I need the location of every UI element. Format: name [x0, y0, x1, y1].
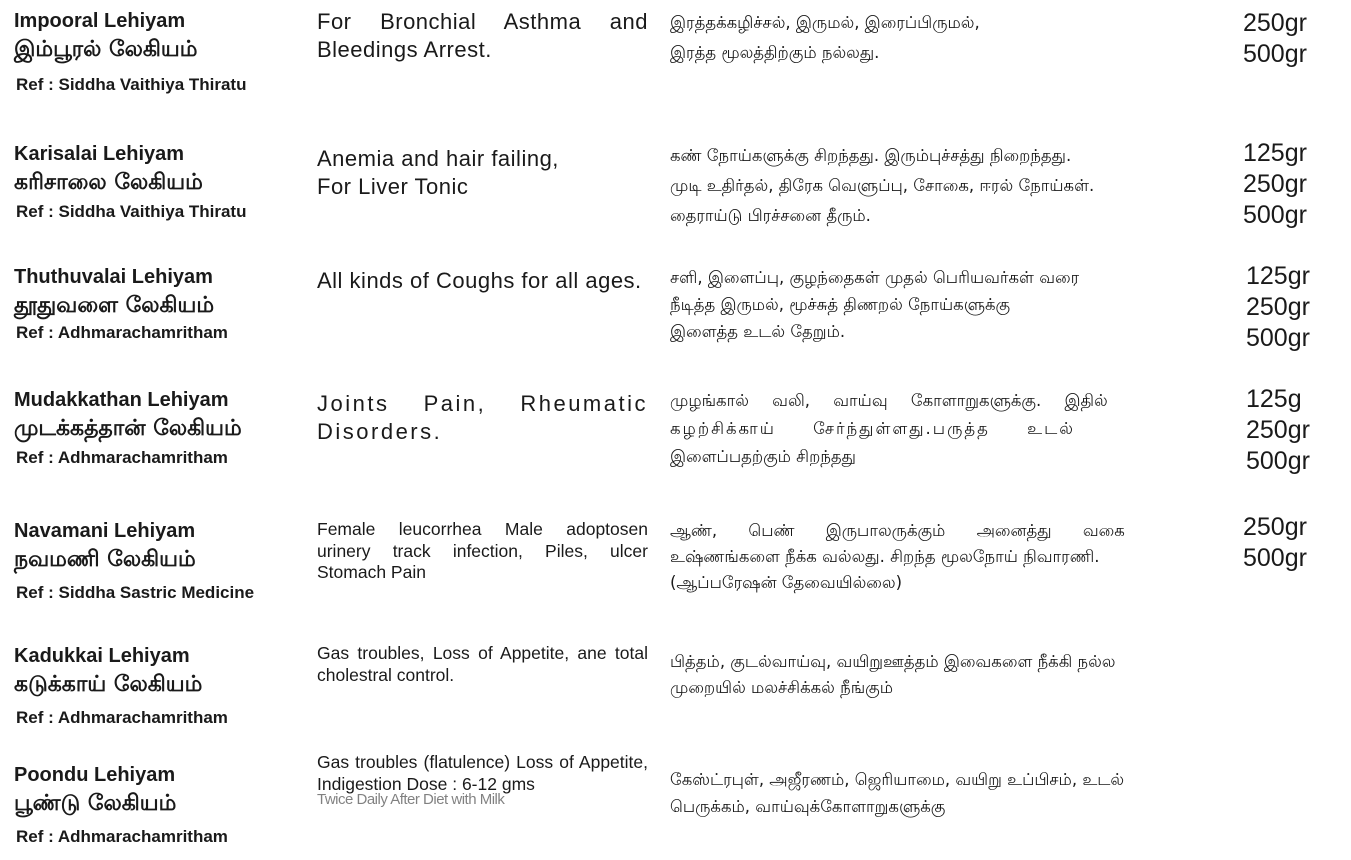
tamil-line: பெருக்கம், வாய்வுக்கோளாறுகளுக்கு — [670, 797, 946, 816]
product-tamil-description — [670, 387, 1200, 471]
product-name-block — [14, 643, 304, 729]
product-usage-text: Female leucorrhea Male adoptosen urinery track infection, Piles, ulcer Stomach Pain — [317, 519, 648, 582]
product-name-english: Navamani Lehiyam — [14, 520, 196, 542]
tamil-line: ஆண், பெண் இருபாலருக்கும் அனைத்து வகை — [670, 521, 1125, 540]
product-name-block — [14, 518, 304, 604]
tamil-line: கண் நோய்களுக்கு சிறந்தது. இரும்புச்சத்து நிறைந்தது. — [670, 146, 1072, 165]
product-usage-text: Gas troubles (flatulence) Loss of Appetite, Indigestion Dose : 6-12 gms — [317, 752, 648, 794]
product-prices — [1243, 8, 1343, 70]
tamil-line: கழற்சிக்காய் சேர்ந்துள்ளது.பருத்த உடல் — [670, 419, 1075, 438]
product-name-tamil: நவமணி லேகியம் — [14, 547, 196, 572]
tamil-line: இரத்தக்கழிச்சல், இருமல், இரைப்பிருமல், — [670, 13, 980, 32]
product-usage — [317, 519, 648, 584]
product-reference: Ref : Adhmarachamritham — [16, 827, 228, 846]
tamil-line: இரத்த மூலத்திற்கும் நல்லது. — [670, 43, 880, 62]
price: 250gr — [1243, 9, 1307, 37]
product-name-block — [14, 264, 304, 344]
product-name-block — [14, 387, 304, 469]
product-usage — [317, 267, 648, 295]
product-name-english: Karisalai Lehiyam — [14, 143, 185, 165]
price: 125gr — [1243, 139, 1307, 167]
tamil-line: சளி, இளைப்பு, குழந்தைகள் முதல் பெரியவர்கள் வரை — [670, 268, 1080, 287]
price: 250gr — [1246, 416, 1310, 444]
price: 500gr — [1246, 447, 1310, 475]
price: 125gr — [1246, 262, 1310, 290]
product-name-tamil: கடுக்காய் லேகியம் — [14, 672, 203, 697]
product-usage-text: Gas troubles, Loss of Appetite, ane total cholestral control. — [317, 643, 648, 685]
price: 250gr — [1246, 293, 1310, 321]
tamil-line: நீடித்த இருமல், மூச்சுத் திணறல் நோய்களுக்கு — [670, 295, 1011, 314]
product-reference: Ref : Adhmarachamritham — [16, 448, 228, 467]
product-name-block — [14, 141, 304, 223]
tamil-line: (ஆப்பரேஷன் தேவையில்லை) — [670, 573, 903, 592]
product-usage-line: For Liver Tonic — [317, 174, 469, 199]
product-usage-text: All kinds of Coughs for all ages. — [317, 268, 642, 293]
product-usage — [317, 8, 648, 64]
price: 250gr — [1243, 170, 1307, 198]
price: 500gr — [1243, 40, 1307, 68]
product-tamil-description — [670, 649, 1200, 701]
product-usage-line: Anemia and hair failing, — [317, 146, 559, 171]
tamil-line: கேஸ்ட்ரபுள், அஜீரணம், ஜெரியாமை, வயிறு உப்பிசம், உடல் — [670, 770, 1125, 789]
tamil-line: தைராய்டு பிரச்சனை தீரும். — [670, 206, 871, 225]
price: 500gr — [1243, 544, 1307, 572]
product-name-tamil: பூண்டு லேகியம் — [14, 791, 177, 816]
product-name-english: Impooral Lehiyam — [14, 10, 186, 32]
tamil-line: முழங்கால் வலி, வாய்வு கோளாறுகளுக்கு. இதில் — [670, 391, 1108, 410]
product-reference: Ref : Adhmarachamritham — [16, 708, 228, 727]
price: 125g — [1246, 385, 1302, 413]
tamil-line: முடி உதிர்தல், திரேக வெளுப்பு, சோகை, ஈரல் நோய்கள். — [670, 176, 1095, 195]
product-name-english: Mudakkathan Lehiyam — [14, 389, 229, 411]
product-prices — [1246, 384, 1346, 477]
product-name-english: Poondu Lehiyam — [14, 764, 176, 786]
price: 500gr — [1246, 324, 1310, 352]
product-name-tamil: இம்பூரல் லேகியம் — [14, 37, 198, 62]
product-usage — [317, 643, 648, 686]
product-name-english: Thuthuvalai Lehiyam — [14, 266, 213, 288]
product-usage-text: Joints Pain, Rheumatic Disorders. — [317, 391, 648, 444]
price: 250gr — [1243, 513, 1307, 541]
product-reference: Ref : Siddha Sastric Medicine — [16, 583, 255, 602]
product-usage — [317, 752, 648, 811]
product-usage — [317, 145, 648, 201]
product-tamil-description — [670, 518, 1200, 596]
product-tamil-description — [670, 8, 1200, 68]
product-reference: Ref : Siddha Vaithiya Thiratu — [16, 202, 247, 221]
tamil-line: உஷ்ணங்களை நீக்க வல்லது. சிறந்த மூலநோய் நிவாரணி. — [670, 547, 1100, 566]
product-name-block — [14, 8, 304, 96]
product-name-tamil: கரிசாலை லேகியம் — [14, 170, 203, 195]
product-usage — [317, 390, 648, 446]
product-name-english: Kadukkai Lehiyam — [14, 645, 190, 667]
product-usage-text: For Bronchial Asthma and Bleedings Arrest. — [317, 9, 648, 62]
price: 500gr — [1243, 201, 1307, 229]
tamil-line: இளைத்த உடல் தேறும். — [670, 322, 846, 341]
product-name-tamil: முடக்கத்தான் லேகியம் — [14, 416, 242, 441]
product-reference: Ref : Siddha Vaithiya Thiratu — [16, 75, 247, 94]
tamil-line: பித்தம், குடல்வாய்வு, வயிறுஊத்தம் இவைகளை நீக்கி நல்ல — [670, 652, 1116, 671]
product-reference: Ref : Adhmarachamritham — [16, 323, 228, 342]
product-name-tamil: தூதுவளை லேகியம் — [14, 293, 215, 318]
tamil-line: முறையில் மலச்சிக்கல் நீங்கும் — [670, 678, 893, 697]
product-usage-overflow-text: Twice Daily After Diet with Milk — [317, 791, 505, 808]
product-prices — [1243, 138, 1343, 231]
product-tamil-description — [670, 141, 1200, 231]
product-tamil-description — [670, 264, 1200, 345]
product-name-block — [14, 762, 304, 848]
tamil-line: இளைப்பதற்கும் சிறந்தது — [670, 447, 856, 466]
product-prices — [1243, 512, 1343, 574]
product-tamil-description — [670, 766, 1200, 820]
product-prices — [1246, 261, 1346, 354]
